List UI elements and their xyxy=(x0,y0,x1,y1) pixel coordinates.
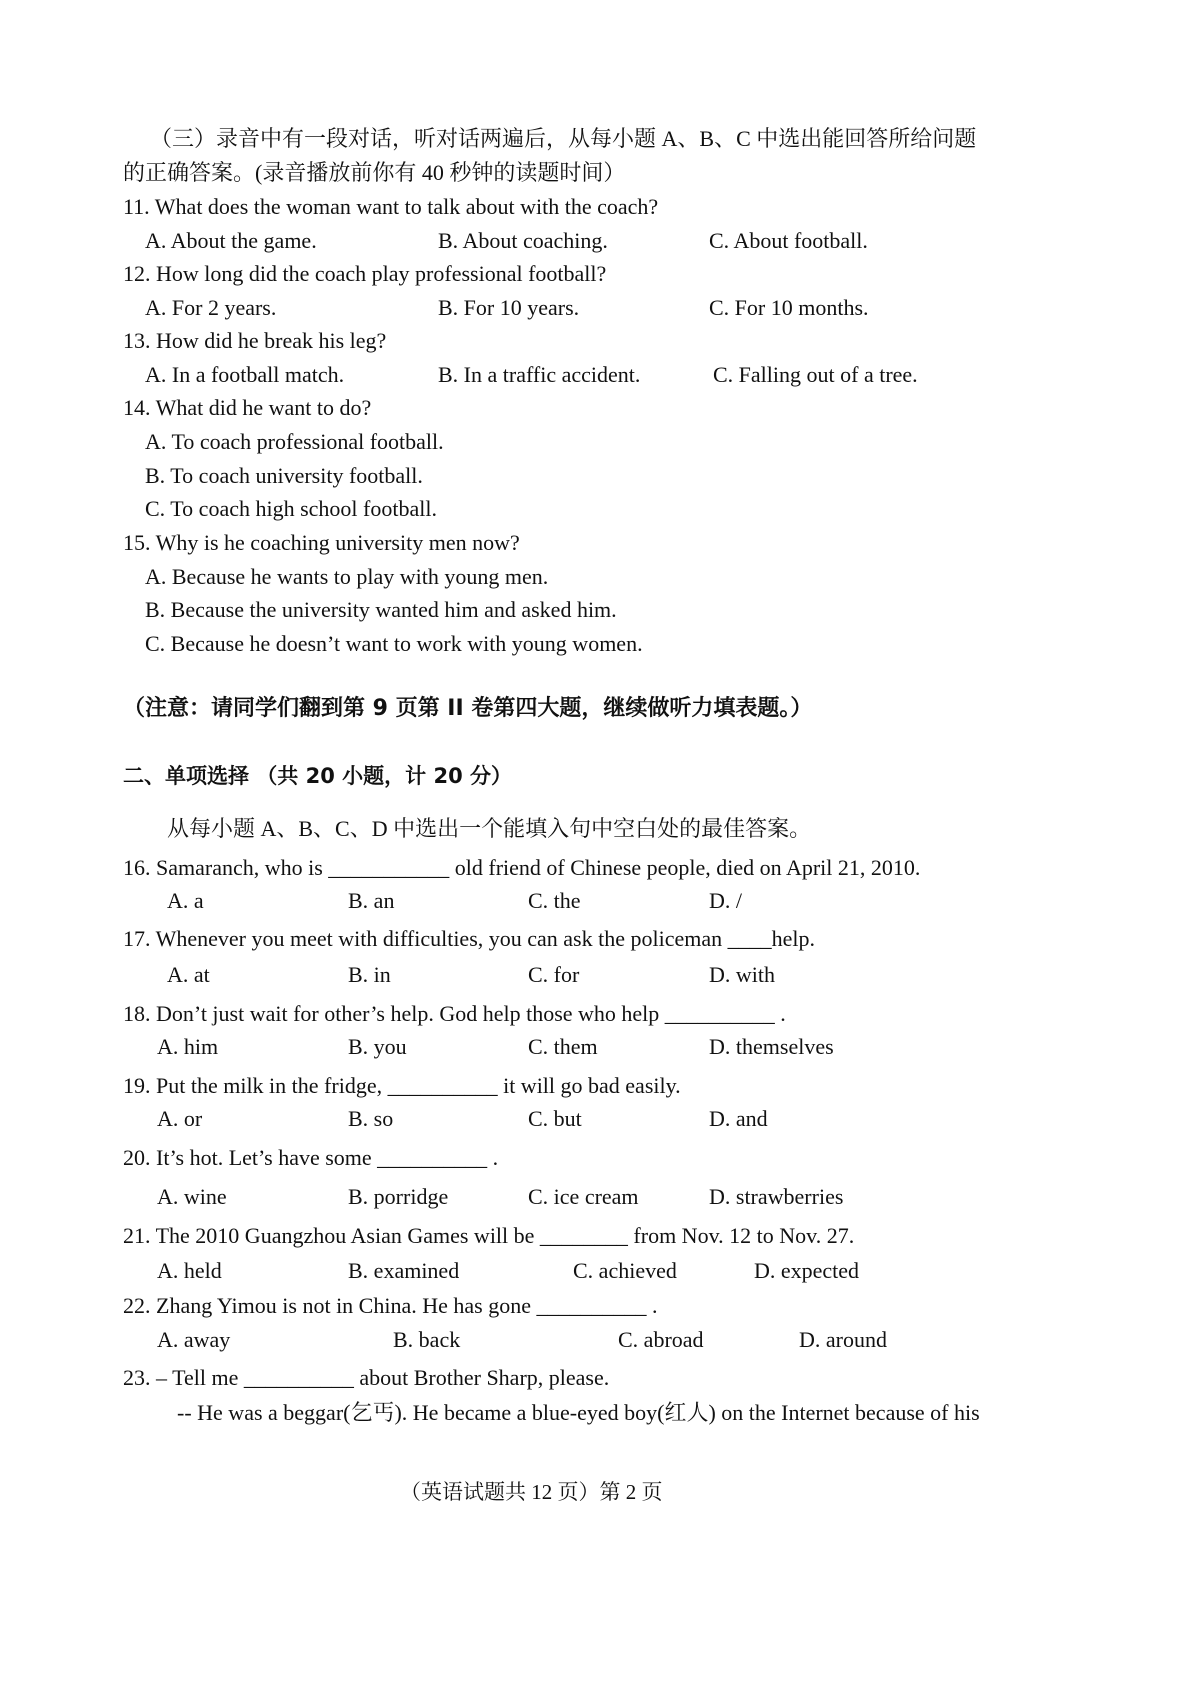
q18-option-c: C. them xyxy=(528,1034,598,1059)
question-23: 23. – Tell me __________ about Brother Sharp, please. xyxy=(123,1365,610,1390)
question-19: 19. Put the milk in the fridge, __________ it will go bad easily. xyxy=(123,1073,681,1098)
q22-option-c: C. abroad xyxy=(618,1327,704,1352)
question-11: 11. What does the woman want to talk about with the coach? xyxy=(123,194,659,219)
section-intro-line2: 的正确答案。(录音播放前你有 40 秒钟的读题时间） xyxy=(123,160,626,185)
question-15: 15. Why is he coaching university men now? xyxy=(123,530,520,555)
q14-option-c: C. To coach high school football. xyxy=(145,496,437,521)
q17-option-b: B. in xyxy=(348,962,391,987)
q16-option-c: C. the xyxy=(528,888,581,913)
q20-option-d: D. strawberries xyxy=(709,1184,844,1209)
q15-option-c: C. Because he doesn’t want to work with young women. xyxy=(145,631,643,656)
q16-option-b: B. an xyxy=(348,888,395,913)
q20-option-b: B. porridge xyxy=(348,1184,449,1209)
q20-option-c: C. ice cream xyxy=(528,1184,639,1209)
q12-option-a: A. For 2 years. xyxy=(145,295,277,320)
notice: （注意：请同学们翻到第 9 页第 II 卷第四大题，继续做听力填表题。） xyxy=(123,696,813,721)
q21-option-c: C. achieved xyxy=(573,1258,677,1283)
q11-option-a: A. About the game. xyxy=(145,228,317,253)
q17-option-a: A. at xyxy=(167,962,210,987)
q11-option-b: B. About coaching. xyxy=(438,228,608,253)
q21-option-b: B. examined xyxy=(348,1258,460,1283)
q13-option-a: A. In a football match. xyxy=(145,362,345,387)
q17-option-d: D. with xyxy=(709,962,775,987)
part2-instruction: 从每小题 A、B、C、D 中选出一个能填入句中空白处的最佳答案。 xyxy=(167,816,812,841)
q15-option-a: A. Because he wants to play with young men. xyxy=(145,564,549,589)
page-footer: （英语试题共 12 页）第 2 页 xyxy=(400,1480,663,1504)
q19-option-d: D. and xyxy=(709,1106,768,1131)
q11-option-c: C. About football. xyxy=(709,228,868,253)
question-12: 12. How long did the coach play professional football? xyxy=(123,261,607,286)
part2-title: 二、单项选择 （共 20 小题，计 20 分） xyxy=(123,764,513,788)
question-23-reply: -- He was a beggar(乞丐). He became a blue-eyed boy(红人) on the Internet because of his xyxy=(177,1400,980,1425)
q19-option-b: B. so xyxy=(348,1106,394,1131)
q22-option-a: A. away xyxy=(157,1327,231,1352)
q14-option-a: A. To coach professional football. xyxy=(145,429,444,454)
q14-option-b: B. To coach university football. xyxy=(145,463,423,488)
q21-option-a: A. held xyxy=(157,1258,222,1283)
q22-option-d: D. around xyxy=(799,1327,887,1352)
question-13: 13. How did he break his leg? xyxy=(123,328,387,353)
q13-option-c: C. Falling out of a tree. xyxy=(713,362,918,387)
section-intro-line1: （三）录音中有一段对话，听对话两遍后，从每小题 A、B、C 中选出能回答所给问题 xyxy=(150,126,977,151)
q15-option-b: B. Because the university wanted him and asked him. xyxy=(145,597,617,622)
q13-option-b: B. In a traffic accident. xyxy=(438,362,641,387)
q21-option-d: D. expected xyxy=(754,1258,860,1283)
q16-option-a: A. a xyxy=(167,888,204,913)
q18-option-b: B. you xyxy=(348,1034,407,1059)
question-17: 17. Whenever you meet with difficulties, you can ask the policeman ____help. xyxy=(123,926,816,951)
question-18: 18. Don’t just wait for other’s help. God help those who help __________ . xyxy=(123,1001,786,1026)
q19-option-c: C. but xyxy=(528,1106,582,1131)
q16-option-d: D. / xyxy=(709,888,742,913)
q22-option-b: B. back xyxy=(393,1327,461,1352)
question-16: 16. Samaranch, who is ___________ old friend of Chinese people, died on April 21, 2010. xyxy=(123,855,921,880)
question-21: 21. The 2010 Guangzhou Asian Games will be ________ from Nov. 12 to Nov. 27. xyxy=(123,1223,855,1248)
q18-option-a: A. him xyxy=(157,1034,219,1059)
q18-option-d: D. themselves xyxy=(709,1034,834,1059)
q12-option-c: C. For 10 months. xyxy=(709,295,869,320)
q20-option-a: A. wine xyxy=(157,1184,227,1209)
question-22: 22. Zhang Yimou is not in China. He has gone __________ . xyxy=(123,1293,658,1318)
question-20: 20. It’s hot. Let’s have some __________ . xyxy=(123,1145,499,1170)
q19-option-a: A. or xyxy=(157,1106,203,1131)
q12-option-b: B. For 10 years. xyxy=(438,295,580,320)
question-14: 14. What did he want to do? xyxy=(123,395,372,420)
q17-option-c: C. for xyxy=(528,962,580,987)
